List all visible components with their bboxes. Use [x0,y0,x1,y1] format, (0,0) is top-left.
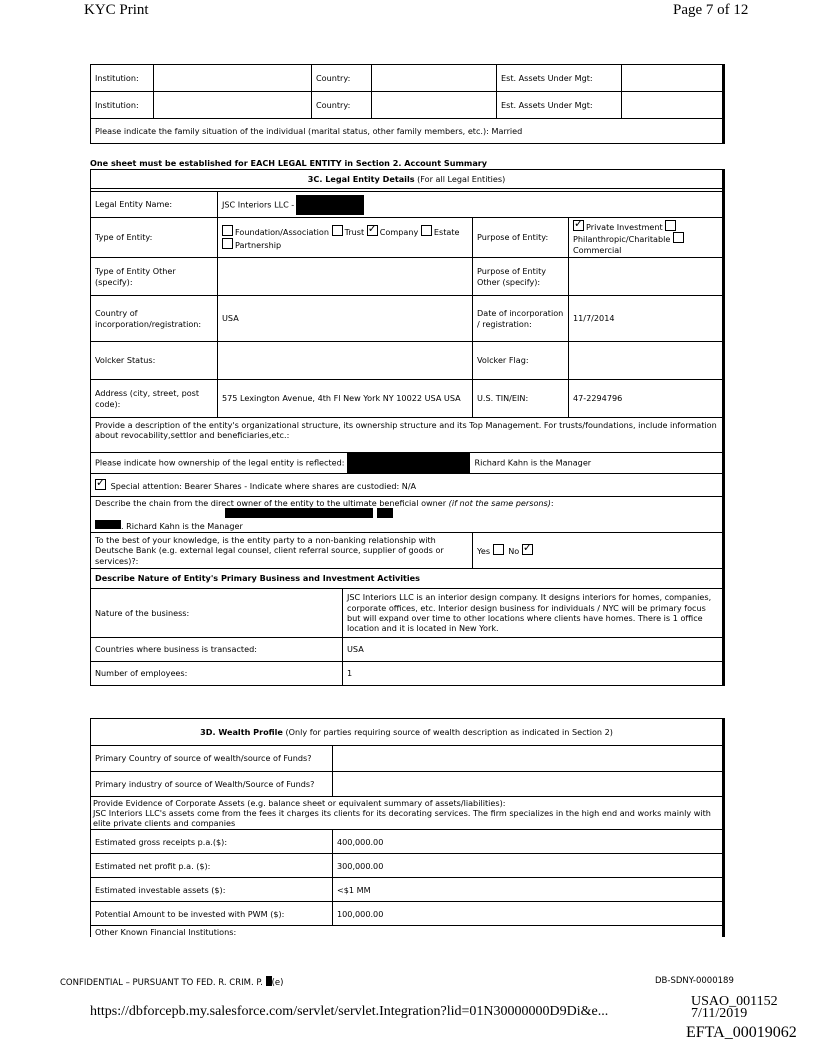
net-profit-label: Estimated net profit p.a. ($): [91,854,333,878]
bearer-shares-checkbox[interactable] [95,479,106,490]
nature-value: JSC Interiors LLC is an interior design company. It designs interiors for homes, companies, corporate offices, etc. Interior design business for individuals / NYC will be primary focus but will expand over time to other locations where clients have homes. There is 1 office location and it is located in New York. [343,588,724,637]
foundation-checkbox[interactable] [222,225,233,236]
institution-value [154,92,312,119]
entity-type-options: Foundation/Association Trust ✓ Company Estate Partnership [218,218,473,258]
family-situation: Please indicate the family situation of the individual (marital status, other family members, etc.): Married [91,119,724,144]
legal-entity-table [90,169,725,686]
gross-receipts-label: Estimated gross receipts p.a.($): [91,830,333,854]
table-row [91,119,724,144]
page-number: Page 7 of 12 [673,2,749,18]
philanthropic-checkbox[interactable] [665,220,676,231]
volcker-flag-label: Volcker Flag: [473,342,569,380]
countries-value: USA [343,637,724,661]
address-value: 575 Lexington Avenue, 4th Fl New York NY 10022 USA USA [218,380,473,418]
commercial-checkbox[interactable] [673,232,684,243]
primary-country-label: Primary Country of source of wealth/source of Funds? [91,746,333,772]
evidence-value: JSC Interiors LLC's assets come from the fees it charges its clients for its decorating services. The firm specializes in the high end and works mainly with elite private clients and companies [93,808,711,829]
company-checkbox[interactable] [367,225,378,236]
usao-stamp: USAO_001152 [691,994,778,1009]
wealth-profile-table [90,718,725,937]
countries-label: Countries where business is transacted: [91,637,343,661]
redaction-box [347,453,470,473]
assets-value [622,65,724,92]
structure-description: Provide a description of the entity's organizational structure, its ownership structure and its Top Management. For trusts/foundations, include information about revocability,settlor and beneficiaries,etc.: [91,418,724,453]
bates-number: DB-SDNY-0000189 [655,976,734,986]
no-checkbox[interactable] [522,544,533,555]
primary-industry-value [333,772,724,797]
investable-assets-value: <$1 MM [333,878,724,902]
ownership-row: Please indicate how ownership of the legal entity is reflected: Richard Kahn is the Manager [91,453,724,474]
special-attention: ✓ Special attention: Bearer Shares - Indicate where shares are custodied: N/A [91,474,724,497]
private-investment-checkbox[interactable] [573,220,584,231]
date-label: Date of incorporation / registration: [473,296,569,342]
address-label: Address (city, street, post code): [91,380,218,418]
primary-industry-label: Primary industry of source of Wealth/Source of Funds? [91,772,333,797]
print-title: KYC Print [84,2,149,18]
country-label: Country of incorporation/registration: [91,296,218,342]
country-value: USA [218,296,473,342]
institutions-table [90,64,725,144]
source-url: https://dbforcepb.my.salesforce.com/servlet/servlet.Integration?lid=01N30000000D9Di&e... [90,1004,609,1019]
redaction-box [95,520,121,529]
section-title: 3D. Wealth Profile (Only for parties requiring source of wealth description as indicated in Section 2) [91,719,724,746]
redaction-box [225,508,373,518]
country-label: Country: [312,65,372,92]
partnership-checkbox[interactable] [222,238,233,249]
institution-label: Institution: [91,65,154,92]
gross-receipts-value: 400,000.00 [333,830,724,854]
primary-country-value [333,746,724,772]
entity-name-value: JSC Interiors LLC - [218,192,724,218]
family-value: Married [491,125,523,136]
institution-value [154,65,312,92]
print-date: 7/11/2019 [691,1006,748,1021]
volcker-status-value [218,342,473,380]
entity-name-label: Legal Entity Name: [91,192,218,218]
assets-label: Est. Assets Under Mgt: [497,65,622,92]
type-other-label: Type of Entity Other (specify): [91,258,218,296]
table-row [91,92,724,119]
table-row [91,65,724,92]
section-note: One sheet must be established for EACH LEGAL ENTITY in Section 2. Account Summary [90,158,488,168]
country-value [372,92,497,119]
pwm-amount-value: 100,000.00 [333,902,724,926]
entity-type-label: Type of Entity: [91,218,218,258]
country-value [372,65,497,92]
ownership-value: Richard Kahn is the Manager [474,457,592,468]
ownership-chain: Describe the chain from the direct owner of the entity to the ultimate beneficial owner (if not the same persons): . Richard Kahn is the Manager [91,497,724,533]
nonbank-answer: Yes No ✓ [473,533,724,568]
assets-label: Est. Assets Under Mgt: [497,92,622,119]
volcker-flag-value [569,342,724,380]
efta-stamp: EFTA_00019062 [686,1024,797,1041]
redaction-box [296,195,364,215]
tin-label: U.S. TIN/EIN: [473,380,569,418]
employees-value: 1 [343,661,724,685]
nonbank-question: To the best of your knowledge, is the entity party to a non-banking relationship with Deutsche Bank (e.g. external legal counsel, client referral source, supplier of goods or services)?: [91,533,473,568]
yes-checkbox[interactable] [493,544,504,555]
nature-heading: Describe Nature of Entity's Primary Business and Investment Activities [91,568,724,588]
nature-label: Nature of the business: [91,588,343,637]
estate-checkbox[interactable] [421,225,432,236]
date-value: 11/7/2014 [569,296,724,342]
investable-assets-label: Estimated investable assets ($): [91,878,333,902]
purpose-label: Purpose of Entity: [473,218,569,258]
type-other-value [218,258,473,296]
volcker-status-label: Volcker Status: [91,342,218,380]
net-profit-value: 300,000.00 [333,854,724,878]
other-institutions-label: Other Known Financial Institutions: [91,926,724,938]
pwm-amount-label: Potential Amount to be invested with PWM ($): [91,902,333,926]
employees-label: Number of employees: [91,661,343,685]
trust-checkbox[interactable] [332,225,343,236]
tin-value: 47-2294796 [569,380,724,418]
redaction-box [377,508,393,518]
institution-label: Institution: [91,92,154,119]
purpose-other-value [569,258,724,296]
assets-value [622,92,724,119]
section-title: 3C. Legal Entity Details (For all Legal Entities) [91,170,724,189]
confidential-notice: CONFIDENTIAL – PURSUANT TO FED. R. CRIM. P. (e) [60,978,284,988]
country-label: Country: [312,92,372,119]
purpose-other-label: Purpose of Entity Other (specify): [473,258,569,296]
purpose-options: ✓Private Investment Philanthropic/Charitable Commercial [569,218,724,258]
corporate-assets-evidence: Provide Evidence of Corporate Assets (e.g. balance sheet or equivalent summary of assets/liabilities): JSC Interiors LLC's assets come from the fees it charges its clients for its decorating services. The firm specializes in the high end and works mainly with elite private clients and companies [91,797,724,830]
